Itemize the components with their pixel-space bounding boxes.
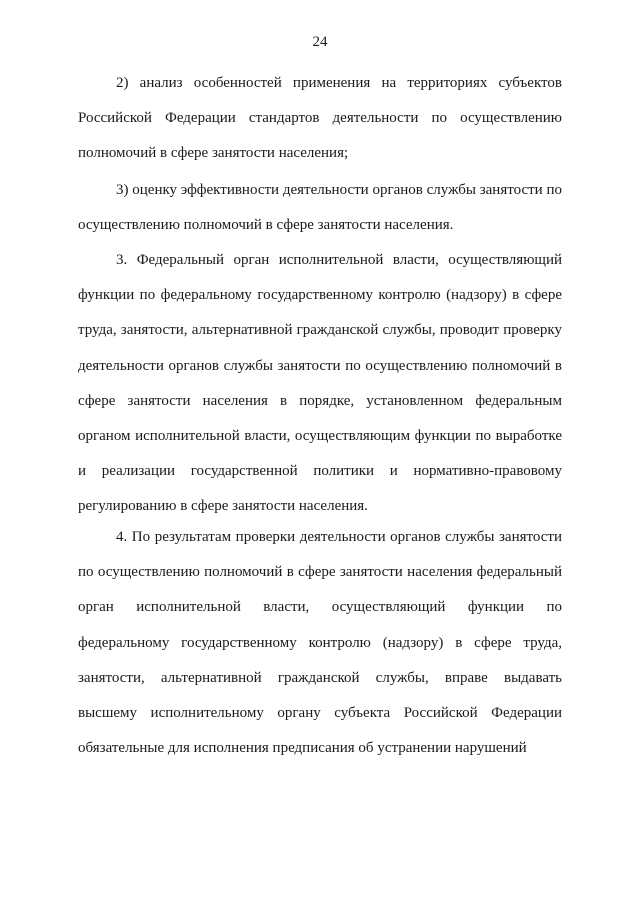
paragraph-section-3: 3. Федеральный орган исполнительной власти, осуществляющий функции по федеральному государственному контролю (надзору) в сфере труда, занятости, альтернативной гражданской службы, проводит проверку деятельности органов службы занятости по осуществлению полномочий в сфере занятости населения в порядке, установленном федеральным органом исполнительной власти, осуществляющим функции по выработке и реализации государственной политики и нормативно-правовому регулированию в сфере занятости населения. bbox=[78, 252, 562, 515]
paragraph-item-3-evaluation: 3) оценку эффективности деятельности органов службы занятости по осуществлению полномочий в сфере занятости населения. bbox=[78, 182, 562, 234]
page-number: 24 bbox=[312, 34, 328, 50]
paragraph-item-2-analysis: 2) анализ особенностей применения на территориях субъектов Российской Федерации стандартов деятельности по осуществлению полномочий в сфере занятости населения; bbox=[78, 75, 562, 162]
paragraph-section-4: 4. По результатам проверки деятельности органов службы занятости по осуществлению полномочий в сфере занятости населения федеральный орган исполнительной власти, осуществляющий функции по федеральному государственному контролю (надзору) в сфере труда, занятости, альтернативной гражданской службы, вправе выдавать высшему исполнительному органу субъекта Российской Федерации обязательные для исполнения предписания об устранении нарушений bbox=[78, 529, 562, 757]
